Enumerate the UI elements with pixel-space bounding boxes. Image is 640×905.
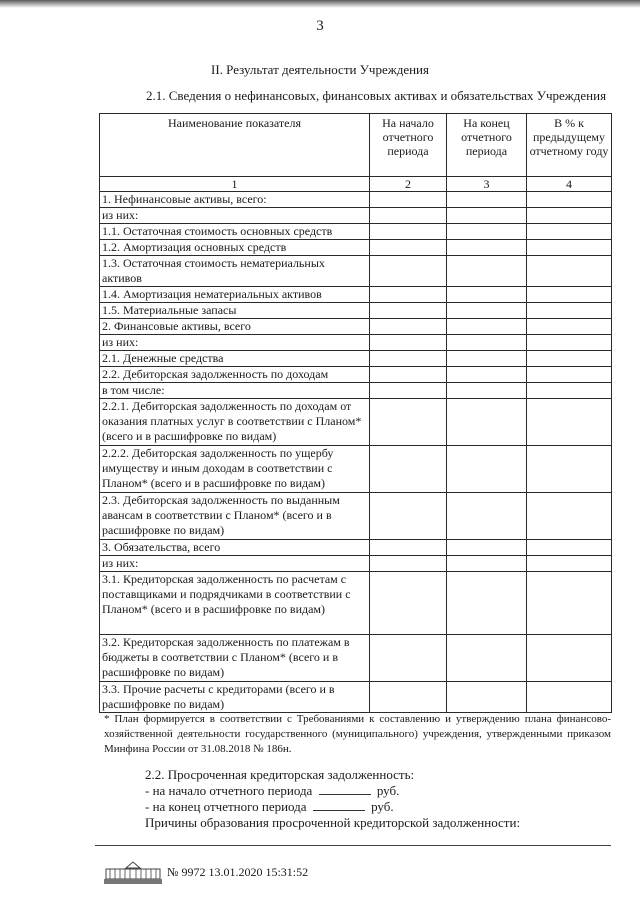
cell-start [370, 351, 447, 367]
cell-percent [527, 446, 612, 493]
cell-percent [527, 208, 612, 224]
cell-start [370, 192, 447, 208]
cell-start [370, 635, 447, 682]
cell-start [370, 335, 447, 351]
table-row [100, 192, 612, 208]
doc-number: № 9972 [167, 864, 206, 879]
cell-end [447, 635, 527, 682]
cell-start [370, 319, 447, 335]
cell-start [370, 493, 447, 540]
row-label: 2.2. Дебиторская задолженность по доходам [100, 367, 370, 383]
row-label: 2.3. Дебиторская задолженность по выданным авансам в соответствии с Планом* (всего и в расшифровке по видам) [100, 493, 370, 540]
cell-end [447, 383, 527, 399]
table-row [100, 256, 612, 287]
cell-start [370, 367, 447, 383]
overdue-payables-section [145, 767, 520, 831]
cell-percent [527, 682, 612, 713]
row-label: 3.3. Прочие расчеты с кредиторами (всего и в расшифровке по видам) [100, 682, 370, 713]
cell-percent [527, 556, 612, 572]
currency-unit: руб. [371, 799, 394, 814]
row-label: в том числе: [100, 383, 370, 399]
table-row [100, 287, 612, 303]
header-percent-prev-year: В % к предыдущему отчетному году [527, 114, 612, 177]
cell-start [370, 208, 447, 224]
cell-end [447, 493, 527, 540]
cell-percent [527, 192, 612, 208]
col-number: 1 [100, 177, 370, 192]
doc-datetime: 13.01.2020 15:31:52 [208, 864, 309, 879]
table-row [100, 493, 612, 540]
overdue-end-line [145, 799, 520, 815]
section-title: II. Результат деятельности Учреждения [210, 62, 429, 77]
table-row [100, 540, 612, 556]
cell-end [447, 240, 527, 256]
cell-percent [527, 493, 612, 540]
cell-end [447, 256, 527, 287]
footnote: * План формируется в соответствии с Требованиями к составлению и утверждению плана финансово-хозяйственной деятельности государственного (муниципального) учреждения, утвержденными приказом Минфина России от 31.08.2018 № 186н. [104, 713, 611, 755]
header-period-start: На начало отчетного периода [370, 114, 447, 177]
building-logo-icon [102, 860, 164, 886]
row-label: 2.2.1. Дебиторская задолженность по доходам от оказания платных услуг в соответствии с Планом*(всего и в расшифровке по видам) [100, 399, 370, 446]
cell-end [447, 540, 527, 556]
overdue-end-label: - на конец отчетного периода [145, 799, 307, 814]
table-row [100, 383, 612, 399]
cell-percent [527, 351, 612, 367]
overdue-start-label: - на начало отчетного периода [145, 783, 313, 798]
header-indicator-name: Наименование показателя [100, 114, 370, 177]
table-row [100, 208, 612, 224]
row-label: 1. Нефинансовые активы, всего: [100, 192, 370, 208]
cell-end [447, 351, 527, 367]
row-label: из них: [100, 556, 370, 572]
cell-start [370, 540, 447, 556]
cell-start [370, 399, 447, 446]
row-label: 1.2. Амортизация основных средств [100, 240, 370, 256]
cell-end [447, 303, 527, 319]
cell-end [447, 192, 527, 208]
table-row [100, 556, 612, 572]
cell-end [447, 572, 527, 635]
overdue-start-blank [319, 783, 371, 795]
cell-start [370, 446, 447, 493]
cell-end [447, 682, 527, 713]
cell-start [370, 256, 447, 287]
cell-percent [527, 367, 612, 383]
cell-start [370, 303, 447, 319]
cell-start [370, 240, 447, 256]
cell-percent [527, 399, 612, 446]
overdue-end-blank [313, 799, 365, 811]
table-row [100, 303, 612, 319]
overdue-start-line [145, 783, 520, 799]
table-row [100, 635, 612, 682]
row-label: 3. Обязательства, всего [100, 540, 370, 556]
cell-percent [527, 319, 612, 335]
footer-rule [95, 845, 611, 846]
cell-start [370, 383, 447, 399]
row-label: 3.1. Кредиторская задолженность по расчетам с поставщиками и подрядчиками в соответствии с Планом* (всего и в расшифровке по видам) [100, 572, 370, 635]
cell-start [370, 572, 447, 635]
overdue-reasons-label: Причины образования просроченной кредиторской задолженности: [145, 815, 521, 830]
cell-end [447, 367, 527, 383]
subsection-title: 2.1. Сведения о нефинансовых, финансовых активах и обязательствах Учреждения [146, 88, 607, 103]
registration-stamp [102, 860, 308, 886]
row-label: из них: [100, 335, 370, 351]
table-row [100, 446, 612, 493]
row-label: 3.2. Кредиторская задолженность по платежам в бюджеты в соответствии с Планом* (всего и в расшифровке по видам) [100, 635, 370, 682]
row-label: 2. Финансовые активы, всего [100, 319, 370, 335]
cell-percent [527, 540, 612, 556]
table-row [100, 240, 612, 256]
row-label: 1.5. Материальные запасы [100, 303, 370, 319]
table-row [100, 367, 612, 383]
table-row [100, 399, 612, 446]
col-number: 3 [447, 177, 527, 192]
row-label: из них: [100, 208, 370, 224]
overdue-payables-title: 2.2. Просроченная кредиторская задолженность: [145, 767, 415, 782]
assets-table [99, 113, 612, 713]
cell-start [370, 682, 447, 713]
cell-end [447, 556, 527, 572]
scan-top-edge [0, 0, 640, 10]
cell-end [447, 287, 527, 303]
row-label: 1.3. Остаточная стоимость нематериальных активов [100, 256, 370, 287]
cell-percent [527, 572, 612, 635]
table-row [100, 319, 612, 335]
table-row [100, 335, 612, 351]
row-label: 2.2.2. Дебиторская задолженность по ущербу имуществу и иным доходам в соответствии с Планом* (всего и в расшифровке по видам) [100, 446, 370, 493]
cell-percent [527, 635, 612, 682]
cell-percent [527, 335, 612, 351]
table-header-row [100, 114, 612, 177]
cell-percent [527, 240, 612, 256]
col-number: 4 [527, 177, 612, 192]
cell-percent [527, 256, 612, 287]
table-row [100, 224, 612, 240]
currency-unit: руб. [376, 783, 400, 798]
cell-end [447, 208, 527, 224]
cell-percent [527, 287, 612, 303]
cell-start [370, 224, 447, 240]
cell-percent [527, 383, 612, 399]
cell-start [370, 287, 447, 303]
cell-percent [527, 224, 612, 240]
cell-end [447, 335, 527, 351]
table-row [100, 351, 612, 367]
cell-end [447, 446, 527, 493]
row-label: 1.1. Остаточная стоимость основных средств [100, 224, 370, 240]
header-period-end: На конец отчетного периода [447, 114, 527, 177]
cell-end [447, 224, 527, 240]
cell-end [447, 399, 527, 446]
column-numbers-row [100, 177, 612, 192]
table-row [100, 682, 612, 713]
cell-end [447, 319, 527, 335]
table-row [100, 572, 612, 635]
row-label: 1.4. Амортизация нематериальных активов [100, 287, 370, 303]
row-label: 2.1. Денежные средства [100, 351, 370, 367]
col-number: 2 [370, 177, 447, 192]
cell-percent [527, 303, 612, 319]
cell-start [370, 556, 447, 572]
page-number: 3 [316, 18, 324, 34]
